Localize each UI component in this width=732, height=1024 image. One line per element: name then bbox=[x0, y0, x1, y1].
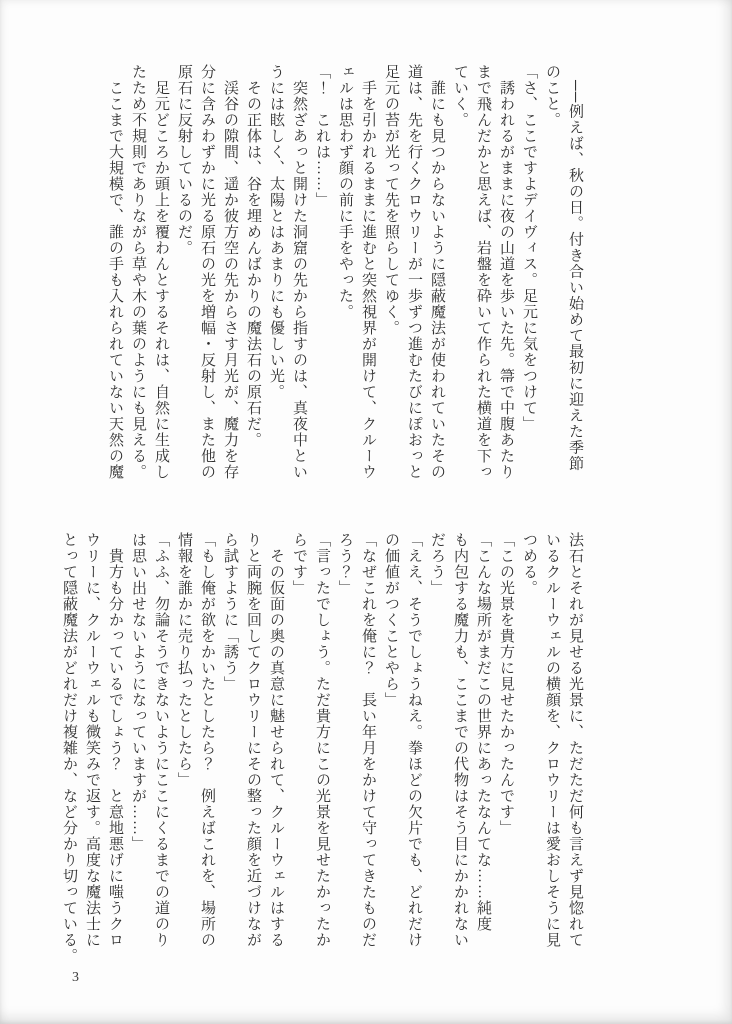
text-line: 「ええ、そうでしょうねえ。拳ほどの欠片でも、どれだけ bbox=[406, 532, 422, 948]
text-line: 「ふふ、勿論そうできないようにここにくるまでの道のり bbox=[153, 532, 169, 948]
text-line: つめる。 bbox=[521, 532, 537, 596]
text-line: とって隠蔽魔法がどれだけ複雑か、など分かり切っている。 bbox=[61, 532, 77, 964]
text-line: 貴方も分かっているでしょう？ と意地悪げに嗤うクロ bbox=[107, 532, 123, 948]
text-line: その仮面の奥の真意に魅せられて、クルーウェルはする bbox=[268, 532, 284, 948]
text-line: ウリーに、クルーウェルも微笑みで返す。高度な魔法士に bbox=[84, 532, 100, 948]
text-line: ェルは思わず顔の前に手をやった。 bbox=[337, 64, 353, 320]
text-line: 足元どころか頭上を覆わんとするそれは、自然に生成し bbox=[153, 64, 169, 480]
text-line: のこと。 bbox=[544, 64, 560, 128]
text-line: その正体は、谷を埋めんばかりの魔法石の原石だ。 bbox=[245, 64, 261, 448]
text-line: 「なぜこれを俺に？ 長い年月をかけて守ってきたものだ bbox=[360, 532, 376, 948]
text-line: 「この光景を貴方に見せたかったんです」 bbox=[498, 532, 514, 836]
text-line: ら試すように「誘う」 bbox=[222, 532, 238, 692]
text-line: 手を引かれるままに進むと突然視界が開けて、クルーウ bbox=[360, 64, 376, 480]
text-line: ろう？」 bbox=[337, 532, 353, 596]
page-number: 3 bbox=[72, 970, 79, 985]
text-line: ここまで大規模で、誰の手も入れられていない天然の魔 bbox=[107, 64, 123, 480]
text-line: も内包する魔力も、ここまでの代物はそう目にかかれない bbox=[452, 532, 468, 948]
text-line: 渓谷の隙間、遥か彼方空の先からさす月光が、魔力を存 bbox=[222, 64, 238, 480]
text-line: 誰にも見つからないように隠蔽魔法が使われていたその bbox=[429, 64, 445, 480]
text-line: うには眩しく、太陽とはあまりにも優しい光。 bbox=[268, 64, 284, 400]
text-line: 「もし俺が欲をかいたとしたら？ 例えばこれを、場所の bbox=[199, 532, 215, 948]
text-line: いるクルーウェルの横顔を、クロウリーは愛おしそうに見 bbox=[544, 532, 560, 948]
text-line: 原石に反射しているのだ。 bbox=[176, 64, 192, 256]
text-line: は思い出せないようになっていますが……」 bbox=[130, 532, 146, 852]
text-line: 情報を誰かに売り払ったとしたら」 bbox=[176, 532, 192, 788]
text-line: 分に含みわずかに光る原石の光を増幅・反射し、また他の bbox=[199, 64, 215, 480]
text-line: たため不規則でありながら草や木の葉のようにも見える。 bbox=[130, 64, 146, 480]
text-line: 「！ これは……」 bbox=[314, 64, 330, 208]
text-line: ──例えば、秋の日。付き合い始めて最初に迎えた季節 bbox=[567, 64, 583, 472]
novel-text-bottom-section bbox=[57, 532, 586, 964]
novel-text-top-section bbox=[103, 64, 586, 480]
text-line: の価値がつくことやら」 bbox=[383, 532, 399, 708]
text-line: だろう」 bbox=[429, 532, 445, 596]
text-line: 突然ざあっと開けた洞窟の先から指すのは、真夜中とい bbox=[291, 64, 307, 480]
text-line: まで飛んだかと思えば、岩盤を砕いて作られた横道を下っ bbox=[475, 64, 491, 480]
text-line: らです」 bbox=[291, 532, 307, 596]
text-line: りと両腕を回してクロウリーにその整った顔を近づけなが bbox=[245, 532, 261, 948]
text-line: 「言ったでしょう。ただ貴方にこの光景を見せたかったか bbox=[314, 532, 330, 948]
text-line: 「こんな場所がまだこの世界にあったなんてな……純度 bbox=[475, 532, 491, 932]
text-line: 誘われるがままに夜の山道を歩いた先。箒で中腹あたり bbox=[498, 64, 514, 480]
text-line: ていく。 bbox=[452, 64, 468, 128]
text-line: 足元の苔が光って先を照らしてゆく。 bbox=[383, 64, 399, 336]
text-line: 道は、先を行くクロウリーが一歩ずつ進むたびにぽおっと bbox=[406, 64, 422, 480]
text-line: 「さ、ここですよデイヴィス。足元に気をつけて」 bbox=[521, 64, 537, 432]
text-line: 法石とそれが見せる光景に、ただただ何も言えず見惚れて bbox=[567, 532, 583, 948]
